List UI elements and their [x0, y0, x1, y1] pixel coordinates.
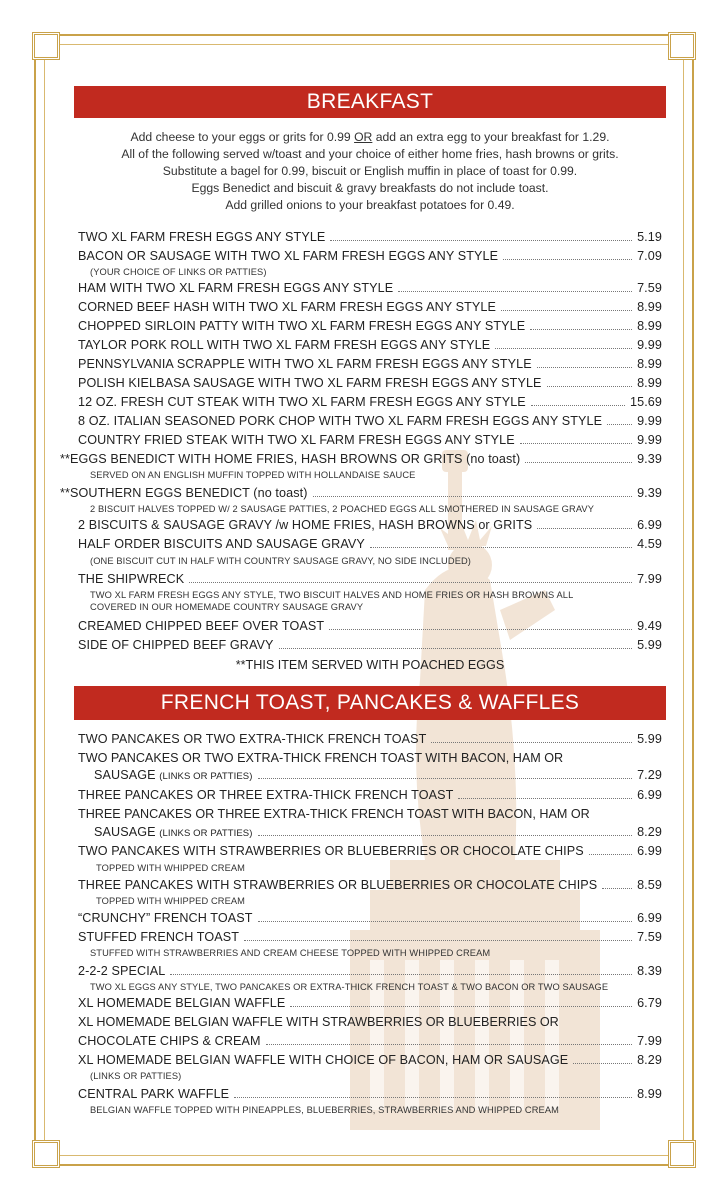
breakfast-notes: Add cheese to your eggs or grits for 0.99 OR add an extra egg to your breakfast for 1.29. All of the following served w/toast and your choice of either home fries, hash browns or grits. Substitute a bagel for 0.99, biscuit or English muffin in place of toast for 0.99. Eggs Benedict and biscuit & gravy breakfasts do not include toast. Add grilled onions to your breakfast potatoes for 0.49. [121, 130, 619, 212]
menu-item: PENNSYLVANIA SCRAPPLE WITH TWO XL FARM FRESH EGGS ANY STYLE 8.99 [78, 357, 662, 371]
menu-item: **EGGS BENEDICT WITH HOME FRIES, HASH BROWNS OR GRITS (no toast) 9.39 [60, 452, 662, 466]
menu-item: TWO PANCAKES WITH STRAWBERRIES OR BLUEBERRIES OR CHOCOLATE CHIPS 6.99 [78, 844, 662, 858]
item-description: BELGIAN WAFFLE TOPPED WITH PINEAPPLES, BLUEBERRIES, STRAWBERRIES AND WHIPPED CREAM [90, 1105, 560, 1115]
menu-item: XL HOMEMADE BELGIAN WAFFLE WITH CHOICE OF BACON, HAM OR SAUSAGE 8.29 [78, 1053, 662, 1067]
menu-item: CORNED BEEF HASH WITH TWO XL FARM FRESH EGGS ANY STYLE 8.99 [78, 300, 662, 314]
menu-item-line: THREE PANCAKES OR THREE EXTRA-THICK FRENCH TOAST WITH BACON, HAM OR [78, 807, 590, 821]
french-toast-banner: FRENCH TOAST, PANCAKES & WAFFLES [74, 686, 666, 720]
menu-item: “CRUNCHY” FRENCH TOAST 6.99 [78, 911, 662, 925]
menu-item: THREE PANCAKES OR THREE EXTRA-THICK FRENCH TOAST 6.99 [78, 788, 662, 802]
menu-item: THREE PANCAKES WITH STRAWBERRIES OR BLUEBERRIES OR CHOCOLATE CHIPS 8.59 [78, 878, 662, 892]
menu-item: POLISH KIELBASA SAUSAGE WITH TWO XL FARM FRESH EGGS ANY STYLE 8.99 [78, 376, 662, 390]
menu-item: TWO PANCAKES OR TWO EXTRA-THICK FRENCH TOAST 5.99 [78, 732, 662, 746]
menu-item: CENTRAL PARK WAFFLE 8.99 [78, 1087, 662, 1101]
menu-item: 12 OZ. FRESH CUT STEAK WITH TWO XL FARM FRESH EGGS ANY STYLE 15.69 [78, 395, 662, 409]
poached-eggs-footnote: **THIS ITEM SERVED WITH POACHED EGGS [235, 658, 505, 672]
item-description: TWO XL EGGS ANY STYLE, TWO PANCAKES OR EXTRA-THICK FRENCH TOAST & TWO BACON OR TWO SAUSAGE [90, 982, 609, 992]
item-description: TWO XL FARM FRESH EGGS ANY STYLE, TWO BISCUIT HALVES AND HOME FRIES OR HASH BROWNS ALL [90, 590, 574, 600]
menu-item: SAUSAGE (LINKS OR PATTIES) 7.29 [94, 768, 662, 782]
menu-item: 2 BISCUITS & SAUSAGE GRAVY /w HOME FRIES, HASH BROWNS or GRITS 6.99 [78, 518, 662, 532]
item-description: SERVED ON AN ENGLISH MUFFIN TOPPED WITH HOLLANDAISE SAUCE [90, 470, 416, 480]
menu-item: THE SHIPWRECK 7.99 [78, 572, 662, 586]
item-description: TOPPED WITH WHIPPED CREAM [96, 896, 246, 906]
menu-item: 8 OZ. ITALIAN SEASONED PORK CHOP WITH TWO XL FARM FRESH EGGS ANY STYLE 9.99 [78, 414, 662, 428]
item-description: (LINKS OR PATTIES) [90, 1071, 182, 1081]
menu-item: CHOCOLATE CHIPS & CREAM 7.99 [78, 1034, 662, 1048]
menu-item: STUFFED FRENCH TOAST 7.59 [78, 930, 662, 944]
menu-item: BACON OR SAUSAGE WITH TWO XL FARM FRESH EGGS ANY STYLE 7.09 [78, 249, 662, 263]
menu-item: HAM WITH TWO XL FARM FRESH EGGS ANY STYLE 7.59 [78, 281, 662, 295]
corner-ornament-bottom-left [32, 1140, 60, 1168]
menu-item: TAYLOR PORK ROLL WITH TWO XL FARM FRESH EGGS ANY STYLE 9.99 [78, 338, 662, 352]
menu-item: **SOUTHERN EGGS BENEDICT (no toast) 9.39 [60, 486, 662, 500]
menu-item: SIDE OF CHIPPED BEEF GRAVY 5.99 [78, 638, 662, 652]
corner-ornament-top-left [32, 32, 60, 60]
item-description: COVERED IN OUR HOMEMADE COUNTRY SAUSAGE GRAVY [90, 602, 364, 612]
item-description: TOPPED WITH WHIPPED CREAM [96, 863, 246, 873]
corner-ornament-bottom-right [668, 1140, 696, 1168]
menu-item: 2-2-2 SPECIAL 8.39 [78, 964, 662, 978]
breakfast-banner: BREAKFAST [74, 86, 666, 118]
menu-item: SAUSAGE (LINKS OR PATTIES) 8.29 [94, 825, 662, 839]
menu-item-line: TWO PANCAKES OR TWO EXTRA-THICK FRENCH TOAST WITH BACON, HAM OR [78, 751, 564, 765]
menu-item: CREAMED CHIPPED BEEF OVER TOAST 9.49 [78, 619, 662, 633]
item-description: 2 BISCUIT HALVES TOPPED W/ 2 SAUSAGE PATTIES, 2 POACHED EGGS ALL SMOTHERED IN SAUSAGE GRAVY [90, 504, 595, 514]
menu-item: HALF ORDER BISCUITS AND SAUSAGE GRAVY 4.59 [78, 537, 662, 551]
menu-item: CHOPPED SIRLOIN PATTY WITH TWO XL FARM FRESH EGGS ANY STYLE 8.99 [78, 319, 662, 333]
menu-item: XL HOMEMADE BELGIAN WAFFLE 6.79 [78, 996, 662, 1010]
menu-item-line: XL HOMEMADE BELGIAN WAFFLE WITH STRAWBERRIES OR BLUEBERRIES OR [78, 1015, 559, 1029]
corner-ornament-top-right [668, 32, 696, 60]
menu-item: COUNTRY FRIED STEAK WITH TWO XL FARM FRESH EGGS ANY STYLE 9.99 [78, 433, 662, 447]
item-description: STUFFED WITH STRAWBERRIES AND CREAM CHEESE TOPPED WITH WHIPPED CREAM [90, 948, 491, 958]
menu-item: TWO XL FARM FRESH EGGS ANY STYLE 5.19 [78, 230, 662, 244]
item-description: (YOUR CHOICE OF LINKS OR PATTIES) [90, 267, 267, 277]
item-description: (ONE BISCUIT CUT IN HALF WITH COUNTRY SAUSAGE GRAVY, NO SIDE INCLUDED) [90, 556, 471, 566]
